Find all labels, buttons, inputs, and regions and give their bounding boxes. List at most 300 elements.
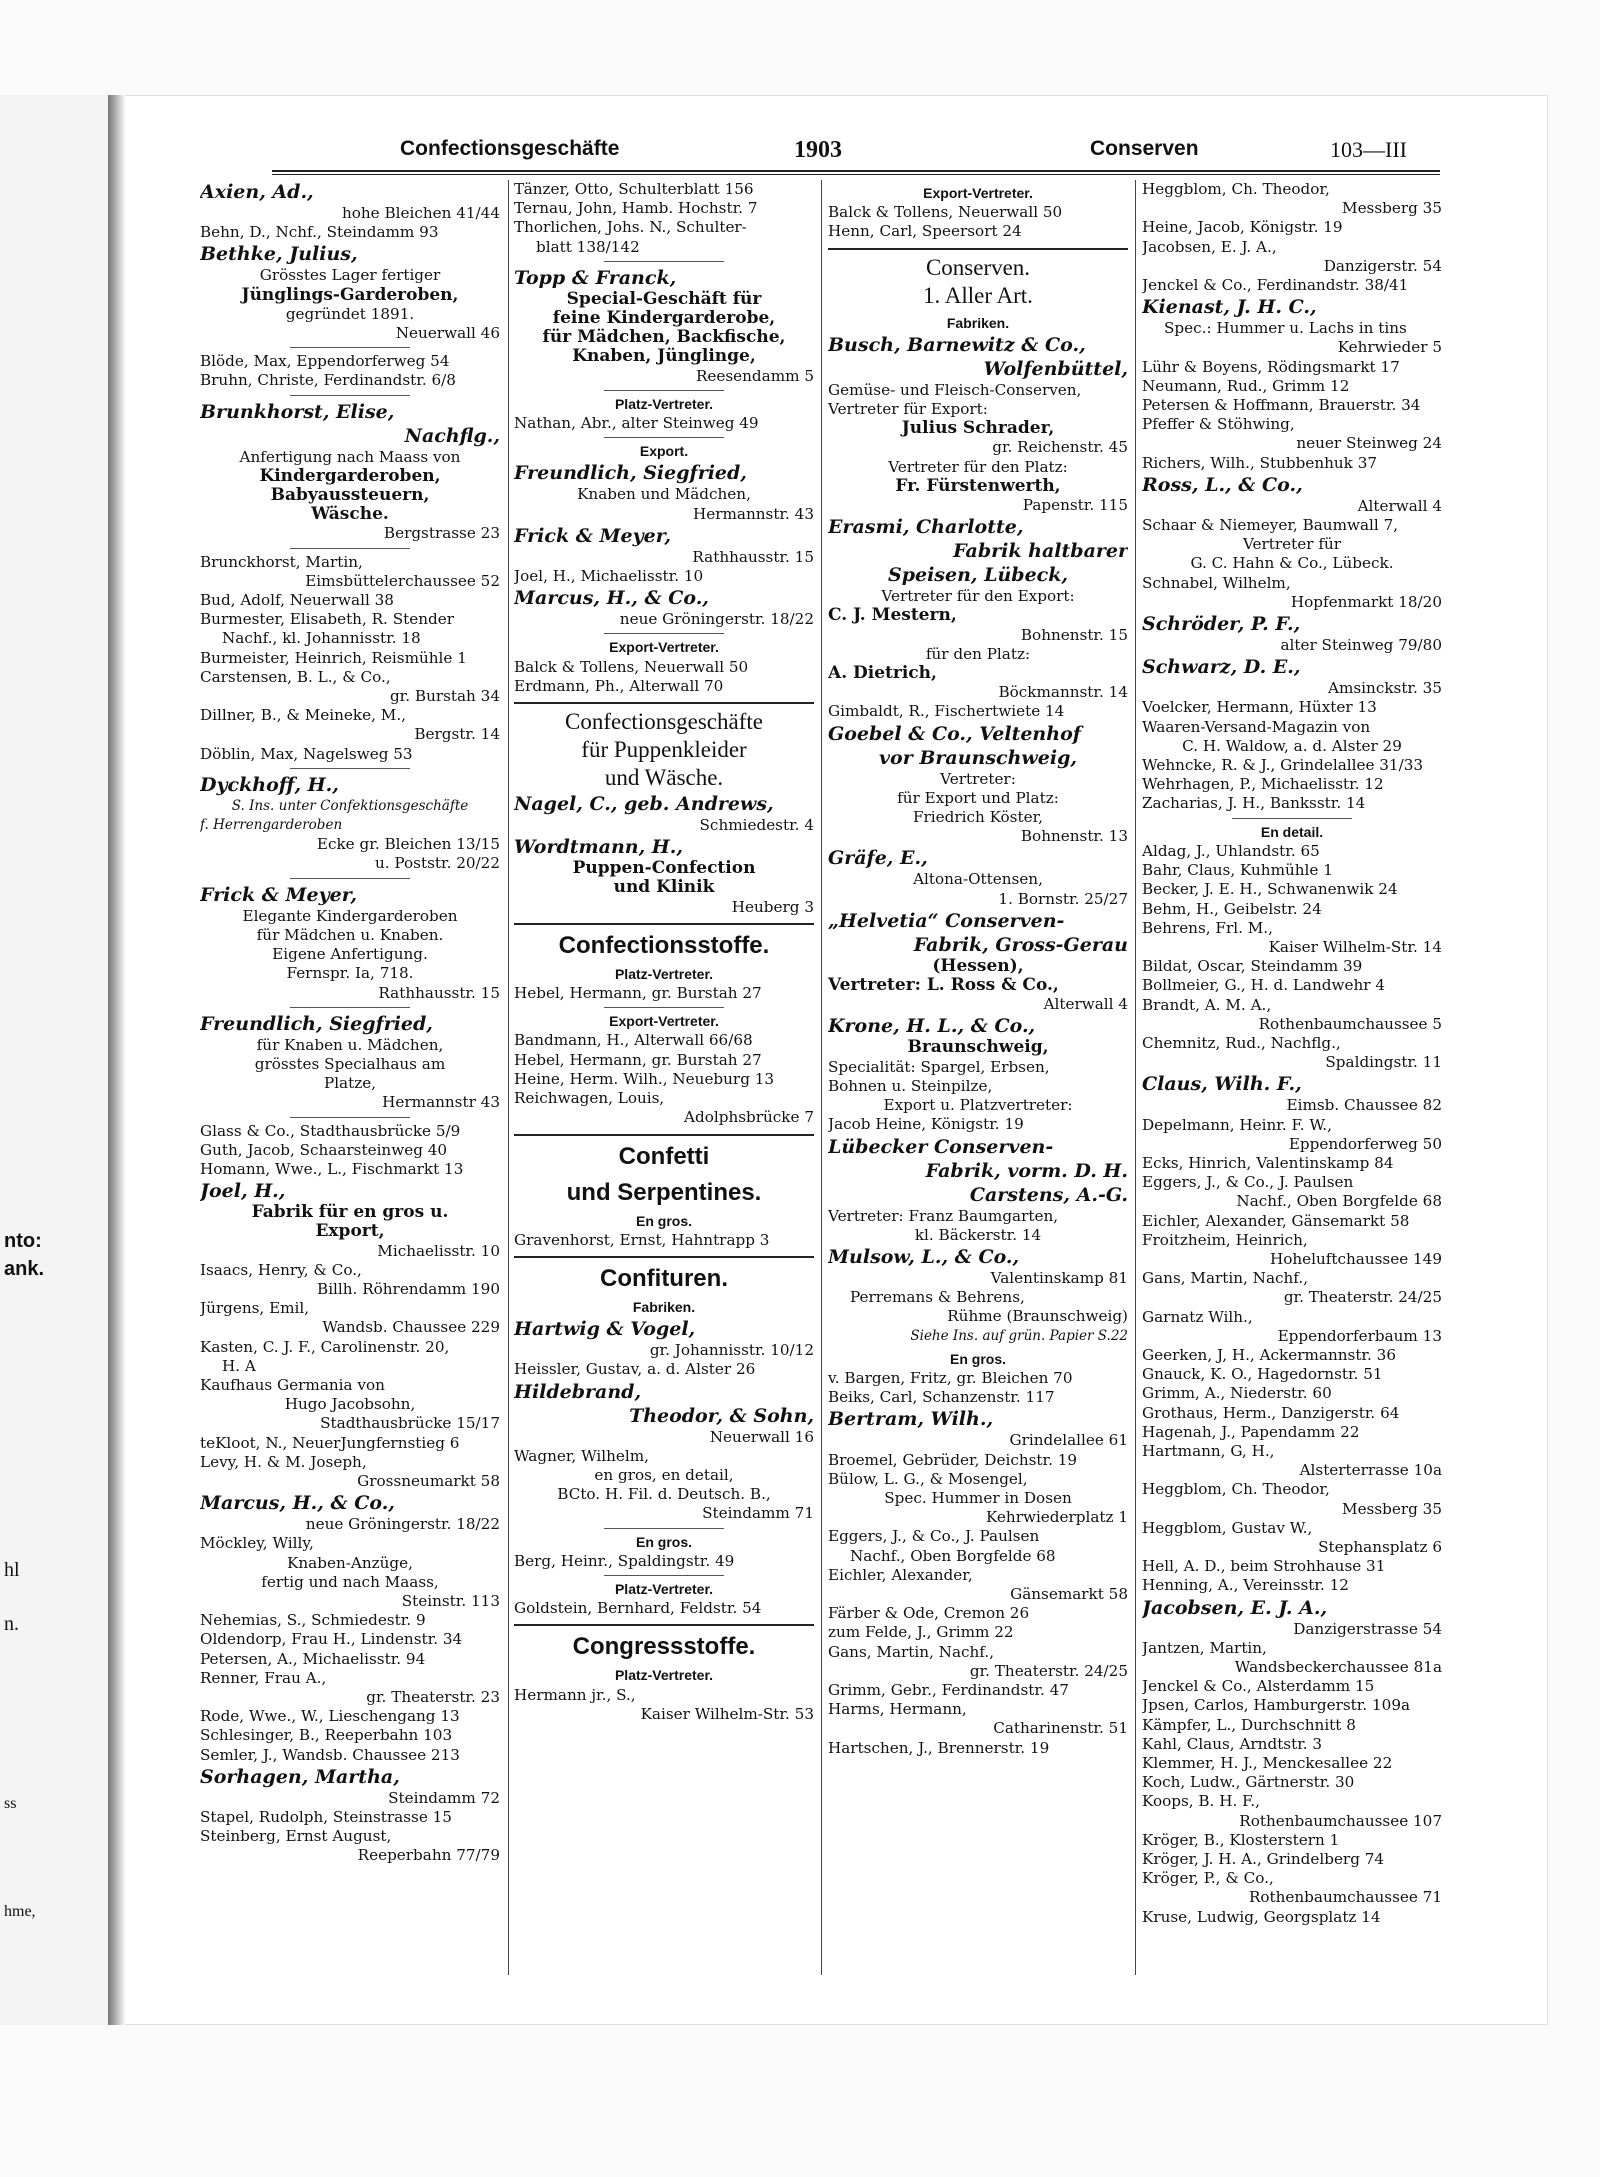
directory-entry: Vertreter für Export: — [828, 400, 988, 419]
directory-entry: Grothaus, Herm., Danzigerstr. 64 — [1142, 1403, 1400, 1422]
directory-entry: Jürgens, Emil, — [200, 1299, 310, 1318]
directory-entry: Heggblom, Gustav W., — [1142, 1518, 1313, 1537]
section-divider — [828, 248, 1128, 250]
entry-emphasis: feine Kindergarderobe, — [552, 309, 776, 329]
directory-entry: Ternau, John, Hamb. Hochstr. 7 — [514, 199, 758, 218]
directory-entry: Wehrhagen, P., Michaelisstr. 12 — [1142, 775, 1384, 794]
directory-entry: Glass & Co., Stadthausbrücke 5/9 — [200, 1121, 461, 1140]
directory-entry: Carstensen, B. L., & Co., — [200, 667, 391, 686]
directory-entry: H. A — [222, 1356, 256, 1375]
directory-entry: Heine, Jacob, Königstr. 19 — [1142, 218, 1343, 237]
directory-entry: Bohnenstr. 15 — [1020, 625, 1128, 644]
directory-entry: Schaar & Niemeyer, Baumwall 7, — [1142, 516, 1399, 535]
firm-name: Gräfe, E., — [828, 847, 928, 870]
firm-name: Erasmi, Charlotte, — [828, 516, 1024, 539]
directory-entry: Ecke gr. Bleichen 13/15 — [316, 835, 500, 854]
section-heading: Confituren. — [600, 1264, 728, 1292]
subsection-heading: En gros. — [635, 1533, 692, 1550]
directory-entry: kl. Bäckerstr. 14 — [914, 1225, 1042, 1244]
firm-name: Hildebrand, — [514, 1380, 642, 1403]
directory-entry: Anfertigung nach Maass von — [239, 447, 461, 466]
firm-name: Busch, Barnewitz & Co., — [828, 333, 1086, 356]
firm-name: Mulsow, L., & Co., — [828, 1245, 1020, 1268]
header-year: 1903 — [794, 137, 842, 163]
subsection-heading: Platz-Vertreter. — [614, 1667, 714, 1684]
entry-emphasis: (Hessen), — [932, 956, 1024, 976]
directory-entry: Platze, — [323, 1074, 377, 1093]
directory-entry: Gans, Martin, Nachf., — [828, 1642, 995, 1661]
directory-entry: Garnatz Wilh., — [1142, 1307, 1253, 1326]
firm-name: Wolfenbüttel, — [983, 357, 1128, 380]
directory-entry: Hermannstr. 43 — [693, 504, 814, 523]
firm-name: Frick & Meyer, — [200, 883, 357, 906]
directory-entry: Rothenbaumchaussee 5 — [1258, 1014, 1442, 1033]
directory-entry: Depelmann, Heinr. F. W., — [1142, 1115, 1332, 1134]
directory-entry: Guth, Jacob, Schaarsteinweg 40 — [200, 1140, 448, 1159]
column-divider — [508, 180, 509, 1975]
directory-entry: Renner, Frau A., — [200, 1668, 327, 1687]
directory-entry: für Knaben u. Mädchen, — [256, 1035, 444, 1054]
section-heading: und Wäsche. — [604, 765, 724, 791]
entry-emphasis: Kindergarderoben, — [259, 466, 441, 486]
directory-entry: Papenstr. 115 — [1022, 496, 1128, 515]
directory-entry: Reeperbahn 77/79 — [357, 1846, 500, 1865]
subsection-heading: Export-Vertreter. — [923, 185, 1033, 201]
firm-name: Freundlich, Siegfried, — [200, 1012, 433, 1035]
directory-entry: Export u. Platzvertreter: — [883, 1096, 1073, 1115]
directory-entry: Behn, D., Nchf., Steindamm 93 — [200, 223, 439, 242]
directory-entry: Zacharias, J. H., Banksstr. 14 — [1142, 794, 1366, 813]
directory-entry: gr. Reichenstr. 45 — [992, 438, 1128, 457]
entry-note: f. Herrengarderoben — [200, 817, 343, 834]
directory-entry: Stephansplatz 6 — [1318, 1538, 1442, 1556]
directory-entry: Kröger, P., & Co., — [1142, 1869, 1274, 1888]
prev-page-fragment: ss — [4, 1795, 17, 1812]
firm-name: Frick & Meyer, — [514, 524, 671, 547]
directory-entry: Spaldingstr. 11 — [1325, 1053, 1442, 1072]
directory-entry: Bildat, Oscar, Steindamm 39 — [1142, 957, 1363, 976]
prev-page-fragment: hl — [4, 1559, 20, 1581]
section-divider — [290, 548, 410, 549]
directory-entry: Aldag, J., Uhlandstr. 65 — [1142, 841, 1320, 860]
directory-entry: Heggblom, Ch. Theodor, — [1142, 180, 1330, 198]
directory-entry: Kehrwieder 5 — [1337, 338, 1442, 357]
directory-entry: Eimsbüttelerchaussee 52 — [305, 571, 500, 590]
directory-entry: Steinberg, Ernst August, — [200, 1827, 392, 1846]
directory-entry: Catharinenstr. 51 — [993, 1719, 1128, 1738]
directory-entry: Burmester, Elisabeth, R. Stender — [200, 610, 454, 629]
entry-emphasis: Puppen-Confection — [572, 859, 756, 879]
entry-emphasis: Special-Geschäft für — [566, 289, 762, 309]
directory-entry: Eppendorferbaum 13 — [1277, 1326, 1442, 1345]
directory-entry: Ecks, Hinrich, Valentinskamp 84 — [1142, 1153, 1394, 1172]
directory-entry: Kaufhaus Germania von — [200, 1375, 385, 1394]
directory-entry: Nathan, Abr., alter Steinweg 49 — [514, 414, 759, 433]
directory-entry: blatt 138/142 — [536, 237, 640, 256]
directory-entry: Wandsb. Chaussee 229 — [322, 1318, 500, 1337]
directory-entry: Reichwagen, Louis, — [514, 1089, 665, 1108]
directory-entry: Balck & Tollens, Neuerwall 50 — [514, 657, 749, 676]
directory-entry: neuer Steinweg 24 — [1296, 434, 1442, 453]
directory-entry: Jenckel & Co., Alsterdamm 15 — [1142, 1677, 1375, 1696]
section-heading: 1. Aller Art. — [923, 282, 1033, 308]
directory-entry: Rathhausstr. 15 — [378, 983, 500, 1002]
directory-entry: Kehrwiederplatz 1 — [985, 1508, 1128, 1527]
directory-entry: Hermannstr 43 — [382, 1093, 500, 1112]
directory-entry: Alterwall 4 — [1043, 995, 1128, 1014]
directory-entry: Chemnitz, Rud., Nachflg., — [1142, 1033, 1341, 1052]
subsection-heading: Platz-Vertreter. — [614, 1580, 714, 1597]
section-divider — [290, 1117, 410, 1118]
directory-entry: Grossneumarkt 58 — [357, 1471, 500, 1490]
header-left-title: Confectionsgeschäfte — [400, 137, 620, 160]
directory-entry: Eimsb. Chaussee 82 — [1286, 1096, 1442, 1115]
directory-entry: Hoheluftchaussee 149 — [1269, 1249, 1442, 1268]
page-number: 103—III — [1330, 137, 1407, 162]
firm-name: Lübecker Conserven- — [828, 1135, 1054, 1158]
directory-entry: Kaiser Wilhelm-Str. 53 — [640, 1704, 814, 1723]
firm-name: Sorhagen, Martha, — [200, 1765, 400, 1788]
section-heading: Confectionsgeschäfte — [565, 709, 763, 735]
directory-entry: Hebel, Hermann, gr. Burstah 27 — [514, 984, 762, 1003]
directory-entry: für Mädchen u. Knaben. — [256, 925, 444, 944]
directory-entry: Henn, Carl, Speersort 24 — [828, 222, 1022, 241]
firm-name: Nachflg., — [404, 424, 500, 447]
directory-entry: Hopfenmarkt 18/20 — [1290, 592, 1442, 611]
firm-name: Fabrik, vorm. D. H. — [925, 1159, 1128, 1182]
column-divider — [1135, 180, 1136, 1975]
subsection-heading: En gros. — [949, 1350, 1006, 1367]
section-divider — [514, 923, 814, 925]
subsection-heading: En gros. — [635, 1212, 692, 1229]
directory-entry: Steindamm 71 — [702, 1504, 814, 1523]
directory-entry: Eggers, J., & Co., J. Paulsen — [1142, 1173, 1354, 1192]
section-divider — [290, 395, 410, 396]
directory-entry: Bollmeier, G., H. d. Landwehr 4 — [1142, 976, 1386, 995]
directory-entry: Brunckhorst, Martin, — [200, 552, 363, 571]
entry-emphasis: Braunschweig, — [907, 1038, 1049, 1058]
directory-entry: Beiks, Carl, Schanzenstr. 117 — [828, 1388, 1055, 1407]
directory-entry: Kämpfer, L., Durchschnitt 8 — [1142, 1715, 1356, 1734]
directory-entry: Friedrich Köster, — [913, 808, 1043, 827]
directory-entry: gegründet 1891. — [285, 304, 415, 323]
section-divider — [604, 1575, 724, 1576]
directory-entry: Möckley, Willy, — [200, 1534, 314, 1553]
directory-entry: Alterwall 4 — [1357, 496, 1442, 515]
entry-emphasis: Fabrik für en gros u. — [251, 1203, 449, 1223]
directory-entry: Waaren-Versand-Magazin von — [1142, 717, 1371, 736]
firm-name: Dyckhoff, H., — [200, 773, 339, 796]
directory-entry: Amsinckstr. 35 — [1328, 679, 1442, 698]
directory-entry: Knaben und Mädchen, — [577, 485, 751, 504]
directory-entry: Harms, Hermann, — [828, 1700, 967, 1719]
entry-note: S. Ins. unter Confektionsgeschäfte — [231, 797, 469, 814]
directory-entry: Bohnen u. Steinpilze, — [828, 1076, 993, 1095]
directory-entry: Vertreter: — [940, 769, 1016, 788]
directory-entry: Kruse, Ludwig, Georgsplatz 14 — [1142, 1907, 1381, 1926]
directory-entry: Heine, Herm. Wilh., Neueburg 13 — [514, 1069, 775, 1088]
directory-entry: Bergstrasse 23 — [383, 524, 500, 543]
directory-entry: Heuberg 3 — [731, 897, 814, 916]
directory-entry: Koch, Ludw., Gärtnerstr. 30 — [1142, 1773, 1355, 1792]
section-divider — [604, 437, 724, 438]
firm-name: Freundlich, Siegfried, — [514, 462, 747, 485]
section-heading: Conserven. — [925, 254, 1031, 280]
directory-entry: Isaacs, Henry, & Co., — [200, 1260, 362, 1279]
directory-entry: Bülow, L. G., & Mosengel, — [828, 1469, 1028, 1488]
section-divider — [604, 1528, 724, 1529]
directory-entry: Schnabel, Wilhelm, — [1142, 573, 1291, 592]
directory-entry: Fernspr. Ia, 718. — [286, 964, 414, 983]
directory-entry: Rathhausstr. 15 — [692, 547, 814, 566]
directory-entry: Böckmannstr. 14 — [998, 683, 1128, 702]
directory-entry: Lühr & Boyens, Rödingsmarkt 17 — [1142, 357, 1400, 376]
section-divider — [604, 1007, 724, 1008]
entry-emphasis: Jünglings-Garderoben, — [241, 285, 459, 305]
column-2 — [514, 180, 814, 1724]
subsection-heading: Platz-Vertreter. — [614, 965, 714, 982]
directory-entry: Wagner, Wilhelm, — [514, 1446, 649, 1465]
directory-entry: Danzigerstr. 54 — [1323, 256, 1442, 275]
firm-name: Fabrik, Gross-Gerau — [913, 933, 1128, 956]
directory-entry: Jantzen, Martin, — [1142, 1638, 1267, 1657]
directory-entry: Kasten, C. J. F., Carolinenstr. 20, — [200, 1337, 450, 1356]
directory-entry: Nachf., Oben Borgfelde 68 — [1236, 1192, 1442, 1211]
entry-emphasis: A. Dietrich, — [828, 664, 937, 684]
directory-entry: Stadthausbrücke 15/17 — [320, 1414, 500, 1433]
directory-entry: Kröger, B., Klosterstern 1 — [1142, 1830, 1340, 1849]
subsection-heading: Export. — [639, 443, 689, 460]
subsection-heading: Export-Vertreter. — [609, 639, 719, 656]
entry-emphasis: Babyaussteuern, — [270, 486, 430, 506]
subsection-heading: Fabriken. — [632, 1298, 696, 1315]
directory-entry: Grindelallee 61 — [1009, 1431, 1128, 1450]
column-divider — [821, 180, 822, 1975]
directory-entry: Joel, H., Michaelisstr. 10 — [514, 567, 704, 586]
firm-name: Bertram, Wilh., — [828, 1408, 994, 1431]
directory-entry: Spec.: Hummer u. Lachs in tins — [1164, 319, 1407, 338]
directory-entry: Froitzheim, Heinrich, — [1142, 1230, 1308, 1249]
directory-entry: Jpsen, Carlos, Hamburgerstr. 109a — [1142, 1696, 1411, 1715]
directory-entry: Bandmann, H., Alterwall 66/68 — [514, 1031, 753, 1050]
directory-entry: Berg, Heinr., Spaldingstr. 49 — [514, 1551, 735, 1570]
directory-entry: Gnauck, K. O., Hagedornstr. 51 — [1142, 1365, 1383, 1384]
directory-entry: Petersen & Hoffmann, Brauerstr. 34 — [1142, 396, 1421, 415]
prev-page-fragment: nto: — [4, 1230, 42, 1252]
directory-entry: Gravenhorst, Ernst, Hahntrapp 3 — [514, 1230, 770, 1249]
header-rule — [272, 170, 1440, 172]
directory-entry: Nehemias, S., Schmiedestr. 9 — [200, 1611, 426, 1630]
directory-entry: Specialität: Spargel, Erbsen, — [828, 1057, 1050, 1076]
directory-entry: Stapel, Rudolph, Steinstrasse 15 — [200, 1808, 452, 1827]
directory-entry: Erdmann, Ph., Alterwall 70 — [514, 676, 724, 695]
directory-entry: Eichler, Alexander, Gänsemarkt 58 — [1142, 1211, 1410, 1230]
firm-name: Bethke, Julius, — [200, 243, 358, 266]
directory-entry: hohe Bleichen 41/44 — [341, 204, 500, 222]
directory-entry: Steinstr. 113 — [401, 1591, 500, 1610]
directory-entry: Valentinskamp 81 — [990, 1268, 1128, 1287]
subsection-heading: Fabriken. — [946, 314, 1010, 331]
directory-entry: gr. Johannisstr. 10/12 — [649, 1341, 814, 1360]
directory-entry: Schmiedestr. 4 — [699, 816, 814, 835]
section-divider — [514, 1256, 814, 1258]
directory-entry: Wehncke, R. & J., Grindelallee 31/33 — [1142, 756, 1424, 775]
firm-name: Krone, H. L., & Co., — [828, 1015, 1036, 1038]
firm-name: Schröder, P. F., — [1142, 613, 1301, 636]
firm-name: Fabrik haltbarer — [953, 540, 1128, 563]
directory-entry: Elegante Kindergarderoben — [242, 906, 458, 925]
firm-name: Jacobsen, E. J. A., — [1142, 1596, 1328, 1619]
directory-entry: Färber & Ode, Cremon 26 — [828, 1604, 1030, 1623]
directory-entry: Alsterterrasse 10a — [1299, 1461, 1442, 1480]
directory-entry: für den Platz: — [925, 644, 1031, 663]
firm-name: Carstens, A.-G. — [969, 1183, 1128, 1206]
directory-entry: C. H. Waldow, a. d. Alster 29 — [1182, 736, 1402, 755]
firm-name: Hartwig & Vogel, — [514, 1318, 696, 1341]
directory-entry: Koops, B. H. F., — [1142, 1792, 1260, 1811]
firm-name: Kienast, J. H. C., — [1142, 296, 1317, 319]
directory-entry: Levy, H. & M. Joseph, — [200, 1452, 367, 1471]
section-divider — [1232, 818, 1352, 819]
directory-entry: neue Gröningerstr. 18/22 — [305, 1515, 500, 1534]
directory-entry: Kahl, Claus, Arndtstr. 3 — [1142, 1734, 1323, 1753]
directory-entry: Jacob Heine, Königstr. 19 — [828, 1115, 1024, 1134]
directory-entry: Eigene Anfertigung. — [272, 945, 428, 964]
directory-entry: Neuerwall 46 — [395, 324, 500, 343]
subsection-heading: Export-Vertreter. — [609, 1013, 719, 1030]
directory-entry: Wandsbeckerchaussee 81a — [1234, 1658, 1442, 1677]
directory-entry: BCto. H. Fil. d. Deutsch. B., — [557, 1485, 771, 1504]
directory-entry: Steindamm 72 — [388, 1788, 500, 1807]
firm-name: Marcus, H., & Co., — [514, 587, 709, 610]
directory-entry: Grimm, A., Niederstr. 60 — [1142, 1384, 1332, 1403]
directory-entry: Rothenbaumchaussee 107 — [1239, 1811, 1442, 1830]
directory-entry: Jacobsen, E. J. A., — [1142, 237, 1277, 256]
directory-entry: Behrens, Frl. M., — [1142, 918, 1273, 937]
directory-entry: Burmeister, Heinrich, Reismühle 1 — [200, 648, 467, 667]
directory-entry: Bahr, Claus, Kuhmühle 1 — [1142, 861, 1333, 880]
directory-entry: grösstes Specialhaus am — [254, 1054, 446, 1073]
previous-page-edge — [0, 95, 111, 2025]
directory-entry: Klemmer, H. J., Menckesallee 22 — [1142, 1754, 1393, 1773]
directory-entry: Neuerwall 16 — [709, 1427, 814, 1446]
directory-entry: Vertreter für den Export: — [881, 587, 1075, 606]
directory-entry: Eichler, Alexander, — [828, 1565, 973, 1584]
directory-entry: fertig und nach Maass, — [261, 1572, 439, 1591]
section-divider — [290, 347, 410, 348]
firm-name: Joel, H., — [200, 1180, 286, 1203]
directory-entry: zum Felde, J., Grimm 22 — [828, 1623, 1014, 1642]
directory-entry: Grimm, Gebr., Ferdinandstr. 47 — [828, 1680, 1069, 1699]
section-heading: Confectionsstoffe. — [558, 931, 770, 959]
entry-emphasis: Julius Schrader, — [901, 419, 1055, 439]
directory-entry: Henning, A., Vereinsstr. 12 — [1142, 1576, 1349, 1595]
directory-entry: Eppendorferweg 50 — [1288, 1134, 1442, 1153]
section-divider — [604, 261, 724, 262]
directory-entry: Nachf., kl. Johannisstr. 18 — [222, 629, 421, 648]
directory-entry: neue Gröningerstr. 18/22 — [619, 610, 814, 629]
directory-entry: Gänsemarkt 58 — [1010, 1584, 1128, 1603]
directory-entry: Kröger, J. H. A., Grindelberg 74 — [1142, 1850, 1385, 1869]
firm-name: Topp & Franck, — [514, 266, 677, 289]
directory-entry: Hermann jr., S., — [514, 1685, 636, 1704]
directory-entry: Petersen, A., Michaelisstr. 94 — [200, 1649, 426, 1668]
directory-entry: Bruhn, Christe, Ferdinandstr. 6/8 — [200, 371, 456, 390]
directory-entry: Gemüse- und Fleisch-Conserven, — [828, 380, 1082, 399]
prev-page-fragment: ank. — [4, 1258, 45, 1280]
directory-entry: Voelcker, Hermann, Hüxter 13 — [1142, 698, 1377, 717]
directory-entry: Döblin, Max, Nagelsweg 53 — [200, 744, 413, 763]
directory-entry: teKloot, N., NeuerJungfernstieg 6 — [200, 1433, 460, 1452]
entry-note: Siehe Ins. auf grün. Papier S.22 — [910, 1327, 1128, 1344]
directory-entry: Becker, J. E. H., Schwanenwik 24 — [1142, 880, 1398, 899]
section-divider — [604, 633, 724, 634]
directory-entry: Adolphsbrücke 7 — [684, 1108, 814, 1127]
directory-entry: Vertreter für den Platz: — [888, 457, 1068, 476]
firm-name: Marcus, H., & Co., — [200, 1492, 395, 1515]
directory-entry: Kaiser Wilhelm-Str. 14 — [1268, 937, 1442, 956]
column-1 — [200, 180, 500, 1866]
directory-entry: Perremans & Behrens, — [850, 1288, 1025, 1307]
entry-emphasis: Knaben, Jünglinge, — [572, 347, 756, 367]
entry-emphasis: Vertreter: L. Ross & Co., — [828, 976, 1059, 996]
section-divider — [514, 702, 814, 704]
subsection-heading: Platz-Vertreter. — [614, 395, 714, 412]
directory-entry: Gans, Martin, Nachf., — [1142, 1269, 1309, 1288]
firm-name: Brunkhorst, Elise, — [200, 400, 395, 423]
section-heading: Confetti — [618, 1142, 710, 1170]
entry-emphasis: und Klinik — [613, 878, 715, 898]
directory-entry: Reesendamm 5 — [695, 366, 814, 385]
directory-entry: Nachf., Oben Borgfelde 68 — [850, 1546, 1056, 1565]
directory-entry: Neumann, Rud., Grimm 12 — [1142, 376, 1350, 395]
directory-entry: Altona-Ottensen, — [913, 870, 1043, 889]
directory-entry: Homann, Wwe., L., Fischmarkt 13 — [200, 1159, 464, 1178]
section-heading: und Serpentines. — [566, 1178, 762, 1206]
directory-entry: Hagenah, J., Papendamm 22 — [1142, 1422, 1360, 1441]
directory-entry: Hartmann, G, H., — [1142, 1441, 1275, 1460]
directory-entry: Rothenbaumchaussee 71 — [1248, 1888, 1442, 1907]
directory-entry: 1. Bornstr. 25/27 — [998, 889, 1128, 908]
directory-entry: Vertreter: Franz Baumgarten, — [828, 1206, 1059, 1225]
firm-name: Claus, Wilh. F., — [1142, 1073, 1302, 1096]
directory-entry: Richers, Wilh., Stubbenhuk 37 — [1142, 453, 1378, 472]
header-rule-thin — [272, 174, 1440, 175]
directory-entry: Bergstr. 14 — [414, 725, 500, 744]
directory-entry: gr. Burstah 34 — [389, 687, 500, 706]
section-heading: für Puppenkleider — [581, 737, 747, 763]
entry-emphasis: C. J. Mestern, — [828, 606, 957, 626]
gutter-shadow — [108, 95, 126, 2025]
directory-entry: Oldendorp, Frau H., Lindenstr. 34 — [200, 1630, 463, 1649]
entry-emphasis: Fr. Fürstenwerth, — [895, 476, 1061, 496]
directory-entry: Semler, J., Wandsb. Chaussee 213 — [200, 1745, 460, 1764]
directory-entry: Hartschen, J., Brennerstr. 19 — [828, 1738, 1050, 1757]
firm-name: Schwarz, D. E., — [1142, 656, 1301, 679]
section-divider — [514, 1134, 814, 1136]
prev-page-fragment: hme, — [4, 1903, 36, 1920]
directory-entry: Pfeffer & Stöhwing, — [1142, 415, 1295, 434]
directory-entry: G. C. Hahn & Co., Lübeck. — [1190, 554, 1394, 573]
directory-entry: Blöde, Max, Eppendorferweg 54 — [200, 352, 450, 371]
directory-entry: Rode, Wwe., W., Lieschengang 13 — [200, 1707, 460, 1726]
directory-entry: für Export und Platz: — [897, 788, 1059, 807]
directory-entry: v. Bargen, Fritz, gr. Bleichen 70 — [828, 1368, 1073, 1387]
firm-name: Goebel & Co., Veltenhof — [828, 722, 1081, 745]
firm-name: Ross, L., & Co., — [1142, 473, 1303, 496]
directory-entry: Grösstes Lager fertiger — [259, 266, 441, 285]
directory-entry: Tänzer, Otto, Schulterblatt 156 — [514, 180, 754, 198]
